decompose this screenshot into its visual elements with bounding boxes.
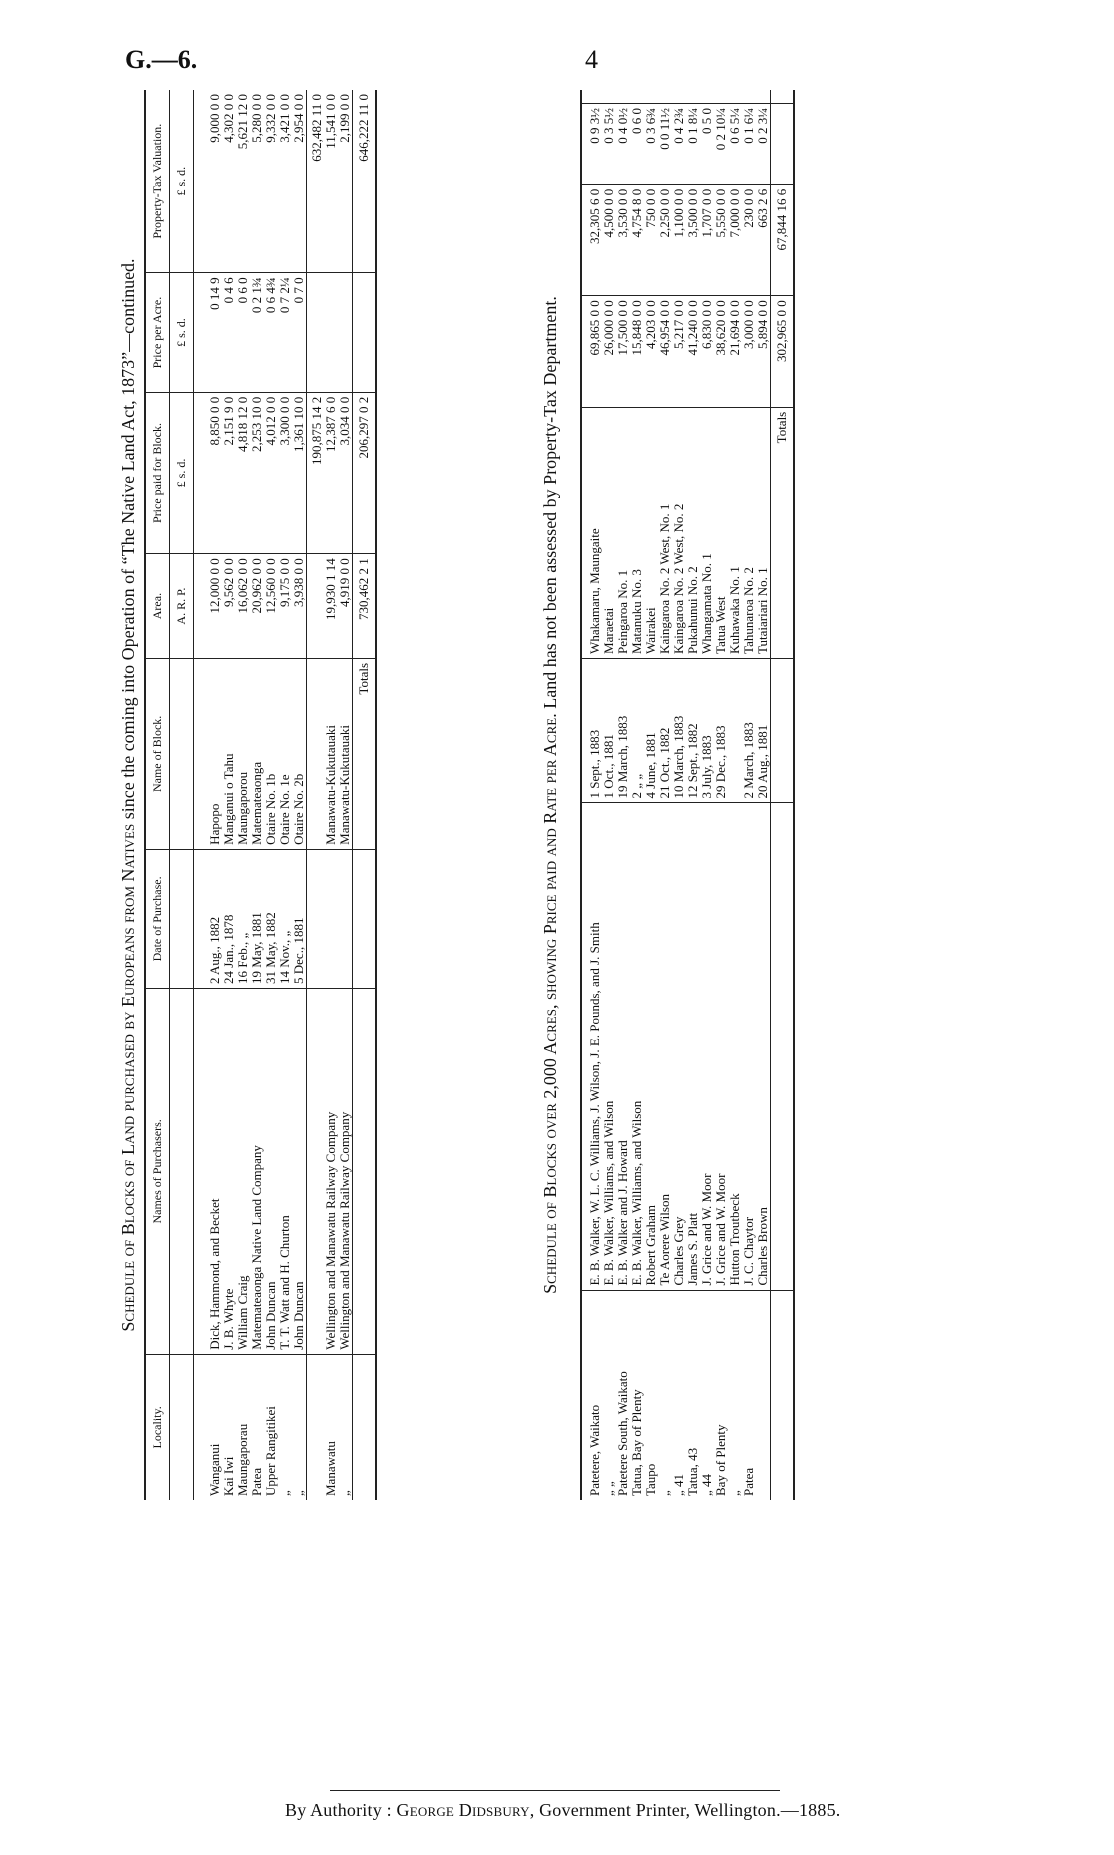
document-reference: G.—6. bbox=[125, 45, 198, 74]
table-row bbox=[222, 90, 236, 1500]
purchaser-cell: E. B. Walker, Williams, and Wilson bbox=[630, 803, 644, 1290]
per-acre-cell: 0 4 6 bbox=[222, 273, 236, 392]
area-cell: 5,894 0 0 bbox=[756, 296, 771, 408]
column-header: Property-Tax Valuation. bbox=[145, 90, 170, 273]
table-row bbox=[278, 90, 292, 1500]
locality-cell: Tatua, 43 bbox=[685, 1447, 700, 1496]
area-cell: 41,240 0 0 bbox=[686, 296, 700, 408]
area-cell: 4,919 0 0 bbox=[338, 554, 353, 659]
subtotal-price: 190,875 14 2 bbox=[307, 392, 325, 553]
date-cell bbox=[728, 658, 742, 803]
block-cell: Tatua West bbox=[714, 407, 728, 658]
table-row bbox=[644, 90, 658, 1500]
per-acre-cell: 0 7 0 bbox=[292, 273, 307, 392]
table-row bbox=[602, 90, 616, 1500]
table-row bbox=[588, 90, 602, 1500]
locality-cell: Upper Rangitikei bbox=[263, 1406, 278, 1496]
block-cell: Wairakei bbox=[644, 407, 658, 658]
column-header: Names of Purchasers. bbox=[145, 988, 170, 1354]
table-row bbox=[616, 90, 630, 1500]
purchaser-cell: William Craig bbox=[236, 988, 250, 1354]
table-row bbox=[324, 90, 338, 1500]
table-row bbox=[658, 90, 672, 1500]
table-row bbox=[264, 90, 278, 1500]
per-acre-cell: 0 3 5½ bbox=[602, 103, 616, 184]
purchaser-cell: Wellington and Manawatu Railway Company bbox=[338, 988, 353, 1354]
column-header: Locality. bbox=[145, 1354, 170, 1500]
per-acre-cell: 0 1 6¼ bbox=[742, 103, 756, 184]
date-cell: 4 June, 1881 bbox=[644, 658, 658, 803]
valuation-cell: 9,000 0 0 bbox=[208, 90, 222, 273]
area-cell: 9,562 0 0 bbox=[222, 554, 236, 659]
price-cell: 5,550 0 0 bbox=[714, 184, 728, 296]
table-row bbox=[236, 90, 250, 1500]
per-acre-cell: 0 2 3¼ bbox=[756, 103, 771, 184]
block-cell: Whakamaru, Maungaite bbox=[588, 407, 602, 658]
purchaser-cell: E. B. Walker and J. Howard bbox=[616, 803, 630, 1290]
price-cell: 2,253 10 0 bbox=[250, 392, 264, 553]
area-cell: 6,830 0 0 bbox=[700, 296, 714, 408]
purchaser-cell: Te Aorere Wilson bbox=[658, 803, 672, 1290]
subtotal-row bbox=[307, 90, 325, 1500]
column-header: Price per Acre. bbox=[145, 273, 170, 392]
per-acre-cell: 0 6 0 bbox=[630, 103, 644, 184]
price-cell: 7,000 0 0 bbox=[728, 184, 742, 296]
table-row bbox=[338, 90, 353, 1500]
locality-cell: Tatua, Bay of Plenty bbox=[629, 1389, 644, 1496]
price-cell: 2,151 9 0 bbox=[222, 392, 236, 553]
area-cell: 16,062 0 0 bbox=[236, 554, 250, 659]
price-cell: 4,500 0 0 bbox=[602, 184, 616, 296]
table-row bbox=[672, 90, 686, 1500]
date-cell: 2 Aug., 1882 bbox=[208, 849, 222, 988]
purchaser-cell: Wellington and Manawatu Railway Company bbox=[324, 988, 338, 1354]
block-cell: Peingaroa No. 1 bbox=[616, 407, 630, 658]
purchaser-cell: E. B. Walker, Williams, and Wilson bbox=[602, 803, 616, 1290]
date-cell: 10 March, 1883 bbox=[672, 658, 686, 803]
area-cell: 5,217 0 0 bbox=[672, 296, 686, 408]
column-header: Price paid for Block. bbox=[145, 392, 170, 553]
price-cell: 8,850 0 0 bbox=[208, 392, 222, 553]
footer-rule bbox=[330, 1790, 780, 1791]
valuation-cell: 4,302 0 0 bbox=[222, 90, 236, 273]
per-acre-cell: 0 6 5¼ bbox=[728, 103, 742, 184]
area-cell: 26,000 0 0 bbox=[602, 296, 616, 408]
date-cell: 21 Oct., 1882 bbox=[658, 658, 672, 803]
purchaser-cell: Hutton Troutbeck bbox=[728, 803, 742, 1290]
price-cell: 12,387 6 0 bbox=[324, 392, 338, 553]
date-cell: 2 March, 1883 bbox=[742, 658, 756, 803]
area-cell: 20,962 0 0 bbox=[250, 554, 264, 659]
area-cell: 3,000 0 0 bbox=[742, 296, 756, 408]
valuation-cell: 2,954 0 0 bbox=[292, 90, 307, 273]
valuation-cell: 2,199 0 0 bbox=[338, 90, 353, 273]
valuation-cell: 9,332 0 0 bbox=[264, 90, 278, 273]
date-cell: 29 Dec., 1883 bbox=[714, 658, 728, 803]
area-units: A. R. P. bbox=[170, 554, 194, 659]
locality-cell: „ bbox=[277, 1490, 292, 1496]
area-cell: 15,848 0 0 bbox=[630, 296, 644, 408]
date-cell: 19 March, 1883 bbox=[616, 658, 630, 803]
table-row bbox=[742, 90, 756, 1500]
locality-cell: Maungaporau bbox=[235, 1423, 250, 1496]
per-acre-cell: 0 14 9 bbox=[208, 273, 222, 392]
area-cell: 12,000 0 0 bbox=[208, 554, 222, 659]
per-acre-cell bbox=[338, 273, 353, 392]
column-header: Date of Purchase. bbox=[145, 849, 170, 988]
purchaser-cell: Matemateaonga Native Land Company bbox=[250, 988, 264, 1354]
table-row bbox=[630, 90, 644, 1500]
totals-row bbox=[771, 90, 795, 1500]
date-cell: 14 Nov., „ bbox=[278, 849, 292, 988]
per-acre-cell: 0 1 8¼ bbox=[686, 103, 700, 184]
block-cell: Tutaiariari No. 1 bbox=[756, 407, 771, 658]
per-acre-cell: 0 2 10¼ bbox=[714, 103, 728, 184]
locality-cell: Patea bbox=[741, 1467, 756, 1496]
area-cell: 19,930 1 14 bbox=[324, 554, 338, 659]
per-acre-cell: 0 0 11½ bbox=[658, 103, 672, 184]
block-cell: Kuhawaka No. 1 bbox=[728, 407, 742, 658]
price-cell: 750 0 0 bbox=[644, 184, 658, 296]
date-cell: 16 Feb., „ bbox=[236, 849, 250, 988]
valuation-cell: 5,280 0 0 bbox=[250, 90, 264, 273]
column-header: Area. bbox=[145, 554, 170, 659]
valuation-units: £ s. d. bbox=[170, 90, 194, 273]
locality-cell: „ bbox=[337, 1490, 352, 1496]
locality-cell: Patetere, Waikato bbox=[587, 1404, 602, 1496]
locality-cell: Manawatu bbox=[323, 1441, 338, 1496]
purchaser-cell: T. T. Watt and H. Churton bbox=[278, 988, 292, 1354]
block-cell: Whangamata No. 1 bbox=[700, 407, 714, 658]
per-acre-cell: 0 3 6¾ bbox=[644, 103, 658, 184]
date-cell: 12 Sept., 1882 bbox=[686, 658, 700, 803]
block-cell: Otaire No. 1e bbox=[278, 658, 292, 849]
totals-area: 302,965 0 0 bbox=[771, 296, 795, 408]
date-cell: 20 Aug., 1881 bbox=[756, 658, 771, 803]
purchaser-cell: Charles Brown bbox=[756, 803, 771, 1290]
date-cell: 2 „ „ bbox=[630, 658, 644, 803]
block-cell: Matanuku No. 3 bbox=[630, 407, 644, 658]
purchaser-cell: Charles Grey bbox=[672, 803, 686, 1290]
totals-valuation: 646,222 11 0 bbox=[353, 90, 377, 273]
locality-cell bbox=[756, 1290, 771, 1500]
totals-label: Totals bbox=[771, 407, 795, 658]
price-cell: 32,305 6 0 bbox=[588, 184, 602, 296]
price-cell: 3,500 0 0 bbox=[686, 184, 700, 296]
price-units: £ s. d. bbox=[170, 392, 194, 553]
block-cell: Tahunaroa No. 2 bbox=[742, 407, 756, 658]
locality-cell: „ 41 bbox=[671, 1473, 686, 1496]
purchaser-cell: J. C. Chaytor bbox=[742, 803, 756, 1290]
table-row bbox=[714, 90, 728, 1500]
block-cell: Hapopo bbox=[208, 658, 222, 849]
per-acre-cell bbox=[324, 273, 338, 392]
per-acre-cell: 0 9 3½ bbox=[588, 103, 602, 184]
price-cell: 2,250 0 0 bbox=[658, 184, 672, 296]
area-cell: 69,865 0 0 bbox=[588, 296, 602, 408]
totals-price: 206,297 0 2 bbox=[353, 392, 377, 553]
purchaser-cell: E. B. Walker, W. L. C. Williams, J. Wilson, J. E. Pounds, and J. Smith bbox=[588, 803, 602, 1290]
price-cell: 3,530 0 0 bbox=[616, 184, 630, 296]
valuation-cell: 5,621 12 0 bbox=[236, 90, 250, 273]
price-cell: 3,300 0 0 bbox=[278, 392, 292, 553]
date-cell: 31 May, 1882 bbox=[264, 849, 278, 988]
per-acre-cell: 0 5 0 bbox=[700, 103, 714, 184]
block-cell: Kaingaroa No. 2 West, No. 1 bbox=[658, 407, 672, 658]
date-cell: 3 July, 1883 bbox=[700, 658, 714, 803]
per-acre-cell: 0 4 0½ bbox=[616, 103, 630, 184]
locality-cell: Wanganui bbox=[207, 1443, 222, 1496]
date-cell: 24 Jan., 1878 bbox=[222, 849, 236, 988]
area-cell: 4,203 0 0 bbox=[644, 296, 658, 408]
date-cell: 5 Dec., 1881 bbox=[292, 849, 307, 988]
price-cell: 4,012 0 0 bbox=[264, 392, 278, 553]
block-cell: Maraetai bbox=[602, 407, 616, 658]
totals-row bbox=[353, 90, 377, 1500]
area-cell: 38,620 0 0 bbox=[714, 296, 728, 408]
printer-footer: By Authority : George Didsbury, Government Printer, Wellington.—1885. bbox=[285, 1800, 841, 1820]
locality-cell: „ bbox=[657, 1490, 672, 1496]
totals-area: 730,462 2 1 bbox=[353, 554, 377, 659]
price-cell: 4,818 12 0 bbox=[236, 392, 250, 553]
block-cell: Manawatu-Kukutauaki bbox=[324, 658, 338, 849]
locality-cell: Taupo bbox=[643, 1463, 658, 1496]
block-cell: Matemateaonga bbox=[250, 658, 264, 849]
per-acre-cell: 0 4 2¾ bbox=[672, 103, 686, 184]
table2-grid bbox=[580, 90, 795, 1500]
table-row bbox=[700, 90, 714, 1500]
area-cell: 3,938 0 0 bbox=[292, 554, 307, 659]
locality-cell: Patea bbox=[249, 1467, 264, 1496]
area-cell: 46,954 0 0 bbox=[658, 296, 672, 408]
locality-cell: Bay of Plenty bbox=[713, 1424, 728, 1496]
per-acre-units: £ s. d. bbox=[170, 273, 194, 392]
table1-title: Schedule of Blocks of Land purchased by Europeans from Natives since the coming into Operation of “The Native Land Act, 1873”—continued. bbox=[118, 258, 138, 1332]
locality-cell: „ bbox=[727, 1490, 742, 1496]
price-cell: 663 2 6 bbox=[756, 184, 771, 296]
date-cell: 19 May, 1881 bbox=[250, 849, 264, 988]
table-row bbox=[208, 90, 222, 1500]
table1-grid bbox=[144, 90, 377, 1500]
price-cell: 4,754 8 0 bbox=[630, 184, 644, 296]
purchaser-cell: James S. Platt bbox=[686, 803, 700, 1290]
area-cell: 9,175 0 0 bbox=[278, 554, 292, 659]
table-row bbox=[250, 90, 264, 1500]
locality-cell: Kai Iwi bbox=[221, 1456, 236, 1496]
date-cell: 1 Oct., 1881 bbox=[602, 658, 616, 803]
area-cell: 12,560 0 0 bbox=[264, 554, 278, 659]
page-number: 4 bbox=[585, 45, 598, 74]
date-cell bbox=[338, 849, 353, 988]
table-row bbox=[728, 90, 742, 1500]
table-row bbox=[686, 90, 700, 1500]
purchaser-cell: Robert Graham bbox=[644, 803, 658, 1290]
totals-label: Totals bbox=[353, 658, 377, 849]
locality-cell: „ 44 bbox=[699, 1473, 714, 1496]
table2-title: Schedule of Blocks over 2,000 Acres, showing Price paid and Rate per Acre. Land has not been assessed by Property-Tax Department. bbox=[540, 296, 560, 1294]
schedule-table-1 bbox=[118, 90, 458, 1500]
block-cell: Maungaporou bbox=[236, 658, 250, 849]
table-row bbox=[292, 90, 307, 1500]
purchaser-cell: Dick, Hammond, and Becket bbox=[208, 988, 222, 1354]
purchaser-cell: John Duncan bbox=[264, 988, 278, 1354]
valuation-cell: 11,541 0 0 bbox=[324, 90, 338, 273]
locality-cell: „ „ bbox=[601, 1481, 616, 1496]
subtotal-valuation: 632,482 11 0 bbox=[307, 90, 325, 273]
price-cell: 3,034 0 0 bbox=[338, 392, 353, 553]
block-cell: Manganui o Tahu bbox=[222, 658, 236, 849]
price-cell: 1,100 0 0 bbox=[672, 184, 686, 296]
block-cell: Pukahunui No. 2 bbox=[686, 407, 700, 658]
table-row bbox=[756, 90, 771, 1500]
schedule-table-2 bbox=[540, 90, 840, 1500]
area-cell: 21,694 0 0 bbox=[728, 296, 742, 408]
per-acre-cell: 0 6 0 bbox=[236, 273, 250, 392]
locality-cell: Patetere South, Waikato bbox=[615, 1371, 630, 1496]
locality-cell: „ bbox=[291, 1490, 306, 1496]
block-cell: Otaire No. 1b bbox=[264, 658, 278, 849]
purchaser-cell: J. Grice and W. Moor bbox=[700, 803, 714, 1290]
area-cell: 17,500 0 0 bbox=[616, 296, 630, 408]
column-header: Name of Block. bbox=[145, 658, 170, 849]
date-cell: 1 Sept., 1883 bbox=[588, 658, 602, 803]
valuation-cell: 3,421 0 0 bbox=[278, 90, 292, 273]
per-acre-cell: 0 6 4¾ bbox=[264, 273, 278, 392]
block-cell: Otaire No. 2b bbox=[292, 658, 307, 849]
date-cell bbox=[324, 849, 338, 988]
price-cell: 1,707 0 0 bbox=[700, 184, 714, 296]
per-acre-cell: 0 2 1¾ bbox=[250, 273, 264, 392]
per-acre-cell: 0 7 2¼ bbox=[278, 273, 292, 392]
block-cell: Manawatu-Kukutauaki bbox=[338, 658, 353, 849]
totals-price: 67,844 16 6 bbox=[771, 184, 795, 296]
price-cell: 230 0 0 bbox=[742, 184, 756, 296]
purchaser-cell: J. Grice and W. Moor bbox=[714, 803, 728, 1290]
purchaser-cell: John Duncan bbox=[292, 988, 307, 1354]
price-cell: 1,361 10 0 bbox=[292, 392, 307, 553]
block-cell: Kaingaroa No. 2 West, No. 2 bbox=[672, 407, 686, 658]
purchaser-cell: J. B. Whyte bbox=[222, 988, 236, 1354]
